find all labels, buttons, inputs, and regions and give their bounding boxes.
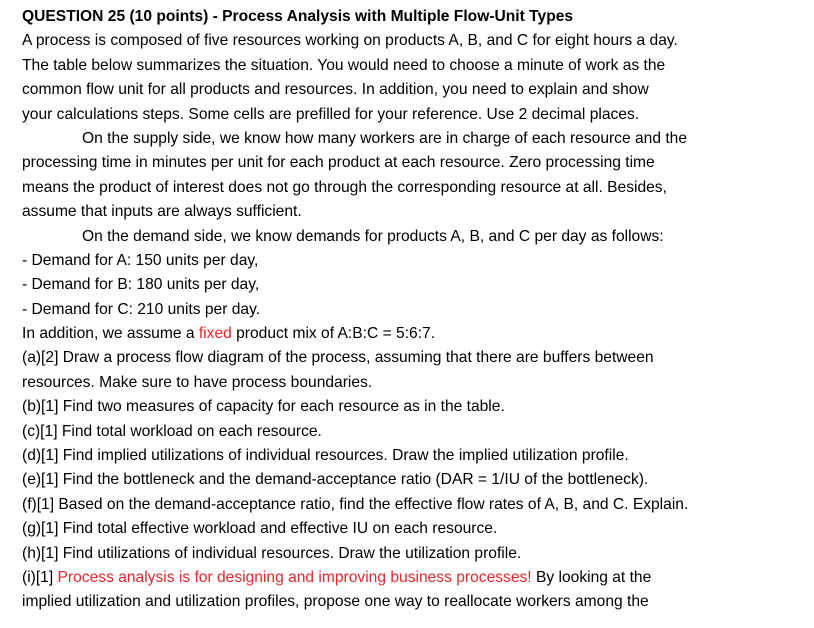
product-mix-pre: In addition, we assume a (22, 325, 199, 343)
supply-line: assume that inputs are always sufficient. (22, 203, 302, 221)
intro-line: The table below summarizes the situation. You would need to choose a minute of work as the (22, 56, 666, 74)
demand-item: - Demand for B: 180 units per day, (22, 276, 260, 294)
part-e: (e)[1] Find the bottleneck and the demand-acceptance ratio (DAR = 1/IU of the bottleneck). (22, 471, 649, 489)
part-i (22, 566, 810, 590)
supply-line: On the supply side, we know how many workers are in charge of each resource and the (82, 129, 688, 147)
part-g: (g)[1] Find total effective workload and effective IU on each resource. (22, 520, 498, 538)
question-title: QUESTION 25 (10 points) - Process Analysis with Multiple Flow-Unit Types (22, 8, 574, 25)
supply-line: means the product of interest does not go through the corresponding resource at all. Besides, (22, 178, 667, 196)
part-f: (f)[1] Based on the demand-acceptance ratio, find the effective flow rates of A, B, and C. Explain. (22, 495, 689, 513)
demand-item: - Demand for A: 150 units per day, (22, 251, 259, 269)
intro-line: common flow unit for all products and resources. In addition, you need to explain and show (22, 81, 649, 99)
part-c: (c)[1] Find total workload on each resource. (22, 422, 322, 440)
product-mix-line (22, 322, 810, 346)
demand-intro: On the demand side, we know demands for products A, B, and C per day as follows: (82, 227, 664, 245)
part-d: (d)[1] Find implied utilizations of individual resources. Draw the implied utilization profile. (22, 447, 629, 465)
intro-line: your calculations steps. Some cells are prefilled for your reference. Use 2 decimal places. (22, 105, 640, 123)
product-mix-post: product mix of A:B:C = 5:6:7. (231, 325, 436, 343)
part-i-line: implied utilization and utilization profiles, propose one way to reallocate workers among the (22, 593, 649, 611)
question-document (22, 5, 810, 615)
intro-line: A process is composed of five resources working on products A, B, and C for eight hours a day. (22, 32, 678, 50)
part-i-highlight: Process analysis is for designing and improving business processes! (57, 568, 532, 586)
part-a-line: resources. Make sure to have process boundaries. (22, 373, 373, 391)
product-mix-highlight: fixed (198, 325, 232, 343)
supply-line: processing time in minutes per unit for each product at each resource. Zero processing time (22, 154, 655, 172)
part-i-rest: By looking at the (531, 568, 652, 586)
part-i-label: (i)[1] (22, 568, 58, 586)
part-h: (h)[1] Find utilizations of individual resources. Draw the utilization profile. (22, 544, 522, 562)
part-a-line: (a)[2] Draw a process flow diagram of the process, assuming that there are buffers between (22, 349, 654, 367)
demand-item: - Demand for C: 210 units per day. (22, 300, 261, 318)
part-b: (b)[1] Find two measures of capacity for each resource as in the table. (22, 398, 505, 416)
